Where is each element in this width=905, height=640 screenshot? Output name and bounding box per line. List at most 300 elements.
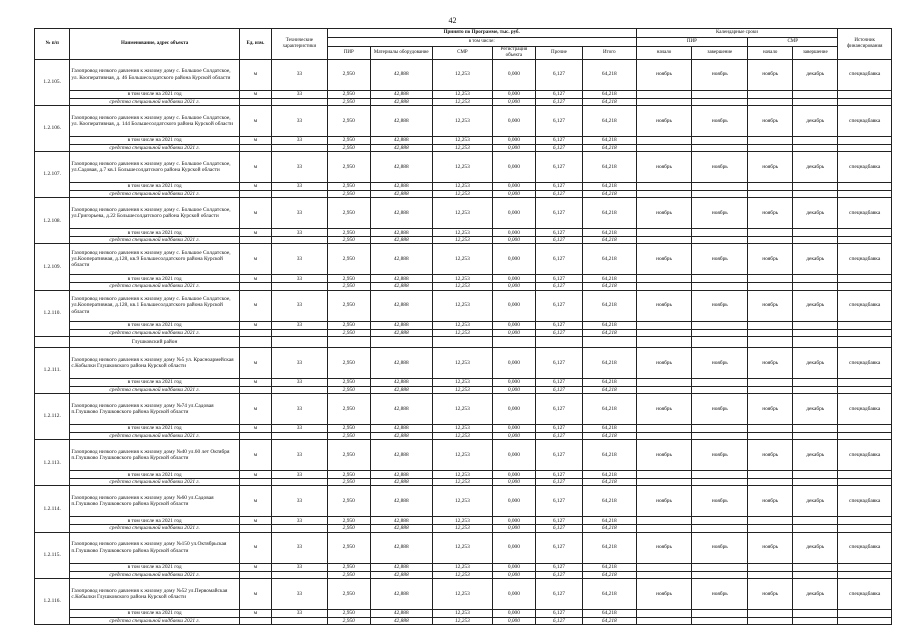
unit-cell: м [239,517,271,525]
unit-cell: м [239,229,271,237]
pir-cell: 2,950 [327,486,370,517]
empty-cell [636,617,692,624]
materials-cell: 42,888 [370,532,432,563]
other-cell: 6,127 [535,617,582,624]
empty-cell [692,182,748,190]
empty-cell [239,329,271,336]
pir-cell: 2,950 [327,471,370,479]
smr-cell: 12,253 [432,90,492,98]
registration-cell: 0,000 [492,190,535,197]
pir-start-cell: ноябрь [636,244,692,275]
unit-cell: м [239,393,271,424]
total-cell: 64,218 [583,471,637,479]
smr-cell: 12,253 [432,424,492,432]
total-cell: 64,218 [583,151,637,182]
empty-cell [748,432,793,439]
special-funds-label: средства специальной надбавки 2021 г. [70,190,239,197]
subtotal-label: в том числе на 2021 год [70,517,239,525]
special-funds-label: средства специальной надбавки 2021 г. [70,283,239,290]
empty-cell [239,617,271,624]
special-funds-label: средства специальной надбавки 2021 г. [70,386,239,393]
empty-cell [692,275,748,283]
empty-cell [793,229,838,237]
total-cell: 64,218 [583,609,637,617]
pir-cell: 2,950 [327,609,370,617]
total-cell: 64,218 [583,98,637,105]
registration-cell: 0,000 [492,98,535,105]
smr-start-cell: ноябрь [748,440,793,471]
tech-cell: 33 [272,321,328,329]
pir-cell: 2,950 [327,182,370,190]
tech-cell: 33 [272,532,328,563]
pir-cell: 2,950 [327,321,370,329]
registration-cell: 0,000 [492,151,535,182]
source-cell: спецнадбавка [838,290,892,321]
header-program: Принято по Программе, тыс. руб. [327,29,636,38]
total-cell: 64,218 [583,283,637,290]
special-funds-label: средства специальной надбавки 2021 г. [70,329,239,336]
other-cell: 6,127 [535,393,582,424]
materials-cell: 42,888 [370,244,432,275]
subtotal-label: в том числе на 2021 год [70,321,239,329]
smr-cell: 12,253 [432,571,492,578]
smr-cell: 12,253 [432,532,492,563]
smr-cell: 12,253 [432,378,492,386]
empty-cell [692,378,748,386]
source-cell: спецнадбавка [838,486,892,517]
subtotal-label: в том числе на 2021 год [70,378,239,386]
registration-cell: 0,000 [492,424,535,432]
empty-cell [636,609,692,617]
pir-cell: 2,950 [327,424,370,432]
header-cal-smr: СМР [748,38,838,47]
empty-cell [692,144,748,151]
empty-cell [692,479,748,486]
smr-end-cell: декабрь [793,105,838,136]
empty-cell [272,237,328,244]
special-funds-row [35,386,892,393]
registration-cell: 0,000 [492,563,535,571]
object-name: Газопровод низкого давления к жилому дому с. Большое Солдатское, ул.Кооперативная, д.128, кв.1 Большесолдатского района Курской области [70,290,239,321]
smr-cell: 12,253 [432,198,492,229]
object-row [35,486,892,517]
pir-end-cell: ноябрь [692,486,748,517]
object-number: 1.2.109. [35,244,70,290]
object-name: Газопровод низкого давления к жилому дому с. Большое Солдатское, ул.Садовая, д.7 кв.1 Большесолдатского района Курской области [70,151,239,182]
tech-cell: 33 [272,244,328,275]
registration-cell: 0,000 [492,486,535,517]
special-funds-row [35,571,892,578]
object-name: Газопровод низкого давления к жилому дому №40 ул.60 лет Октября п.Глушково Глушковского района Курской области [70,440,239,471]
unit-cell: м [239,486,271,517]
empty-cell [239,525,271,532]
tech-cell: 33 [272,378,328,386]
empty-cell [793,432,838,439]
object-row [35,198,892,229]
pir-cell: 2,950 [327,347,370,378]
registration-cell: 0,000 [492,517,535,525]
smr-start-cell: ноябрь [748,244,793,275]
smr-cell: 12,253 [432,578,492,609]
tech-cell: 33 [272,486,328,517]
tech-cell: 33 [272,290,328,321]
pir-cell: 2,950 [327,105,370,136]
total-cell: 64,218 [583,617,637,624]
empty-cell [636,525,692,532]
pir-end-cell: ноябрь [692,393,748,424]
total-cell: 64,218 [583,329,637,336]
empty-cell [239,571,271,578]
pir-end-cell: ноябрь [692,347,748,378]
empty-cell [838,617,892,624]
smr-cell: 12,253 [432,98,492,105]
empty-cell [838,571,892,578]
empty-cell [272,283,328,290]
materials-cell: 42,888 [370,578,432,609]
object-name: Газопровод низкого давления к жилому дому №5 ул. Красноармейская с.Кобылки Глушковского района Курской области [70,347,239,378]
registration-cell: 0,000 [492,182,535,190]
total-cell: 64,218 [583,578,637,609]
smr-cell: 12,253 [432,237,492,244]
registration-cell: 0,000 [492,275,535,283]
empty-cell [748,329,793,336]
smr-cell: 12,253 [432,347,492,378]
object-row [35,105,892,136]
other-cell: 6,127 [535,432,582,439]
special-funds-label: средства специальной надбавки 2021 г. [70,237,239,244]
other-cell: 6,127 [535,563,582,571]
source-cell: спецнадбавка [838,347,892,378]
empty-cell [239,144,271,151]
materials-cell: 42,888 [370,144,432,151]
empty-cell [692,98,748,105]
materials-cell: 42,888 [370,237,432,244]
object-number: 1.2.105. [35,59,70,105]
empty-cell [793,336,838,347]
other-cell: 6,127 [535,386,582,393]
smr-cell: 12,253 [432,190,492,197]
other-cell: 6,127 [535,424,582,432]
smr-end-cell: декабрь [793,198,838,229]
unit-cell: м [239,90,271,98]
header-smr-end: завершение [793,47,838,60]
empty-cell [636,432,692,439]
object-name: Газопровод низкого давления к жилому дому с. Большое Солдатское, ул. Кооперативная, д. 46 Большесолдатского района Курской области [70,59,239,90]
empty-cell [793,424,838,432]
empty-cell [692,321,748,329]
tech-cell: 33 [272,151,328,182]
pir-cell: 2,950 [327,329,370,336]
subtotal-label: в том числе на 2021 год [70,563,239,571]
unit-cell: м [239,182,271,190]
unit-cell: м [239,471,271,479]
empty-cell [838,329,892,336]
empty-cell [838,424,892,432]
source-cell: спецнадбавка [838,578,892,609]
materials-cell: 42,888 [370,151,432,182]
object-name: Газопровод низкого давления к жилому дому №52 ул.Первомайская с.Кобылки Глушковского района Курской области [70,578,239,609]
empty-cell [838,237,892,244]
materials-cell: 42,888 [370,393,432,424]
program-table [34,28,892,625]
registration-cell: 0,000 [492,532,535,563]
object-name: Газопровод низкого давления к жилому дому с. Большое Солдатское, ул.Григорьева, д.22 Большесолдатского района Курской области [70,198,239,229]
subtotal-label: в том числе на 2021 год [70,275,239,283]
smr-end-cell: декабрь [793,347,838,378]
header-source: Источник финансирования [838,29,892,60]
other-cell: 6,127 [535,151,582,182]
empty-cell [748,563,793,571]
smr-cell: 12,253 [432,440,492,471]
subtotal-row [35,275,892,283]
smr-end-cell: декабрь [793,578,838,609]
smr-end-cell: декабрь [793,59,838,90]
tech-cell: 33 [272,59,328,90]
special-funds-row [35,283,892,290]
total-cell: 64,218 [583,525,637,532]
pir-cell: 2,950 [327,532,370,563]
registration-cell: 0,000 [492,378,535,386]
tech-cell: 33 [272,275,328,283]
pir-cell: 2,950 [327,525,370,532]
smr-start-cell: ноябрь [748,151,793,182]
empty-cell [793,378,838,386]
unit-cell: м [239,290,271,321]
materials-cell: 42,888 [370,486,432,517]
pir-cell: 2,950 [327,198,370,229]
smr-cell: 12,253 [432,486,492,517]
tech-cell: 33 [272,347,328,378]
unit-cell: м [239,578,271,609]
other-cell: 6,127 [535,609,582,617]
smr-cell: 12,253 [432,321,492,329]
unit-cell: м [239,532,271,563]
empty-cell [748,98,793,105]
smr-end-cell: декабрь [793,290,838,321]
header-total: Итого [583,47,637,60]
special-funds-label: средства специальной надбавки 2021 г. [70,432,239,439]
materials-cell: 42,888 [370,90,432,98]
unit-cell: м [239,563,271,571]
empty-cell [239,98,271,105]
pir-start-cell: ноябрь [636,151,692,182]
empty-cell [535,336,582,347]
source-cell: спецнадбавка [838,198,892,229]
pir-end-cell: ноябрь [692,105,748,136]
materials-cell: 42,888 [370,321,432,329]
header-other: Прочие [535,47,582,60]
smr-cell: 12,253 [432,563,492,571]
empty-cell [692,136,748,144]
empty-cell [838,386,892,393]
empty-cell [636,229,692,237]
subtotal-row [35,136,892,144]
empty-cell [793,386,838,393]
empty-cell [838,563,892,571]
other-cell: 6,127 [535,532,582,563]
source-cell: спецнадбавка [838,440,892,471]
materials-cell: 42,888 [370,386,432,393]
total-cell: 64,218 [583,290,637,321]
registration-cell: 0,000 [492,229,535,237]
empty-cell [272,190,328,197]
other-cell: 6,127 [535,321,582,329]
source-cell: спецнадбавка [838,151,892,182]
other-cell: 6,127 [535,283,582,290]
other-cell: 6,127 [535,525,582,532]
unit-cell: м [239,609,271,617]
smr-cell: 12,253 [432,432,492,439]
total-cell: 64,218 [583,532,637,563]
other-cell: 6,127 [535,144,582,151]
empty-cell [748,336,793,347]
object-number: 1.2.114. [35,486,70,532]
empty-cell [793,237,838,244]
empty-cell [239,237,271,244]
empty-cell [692,336,748,347]
smr-cell: 12,253 [432,471,492,479]
object-name: Газопровод низкого давления к жилому дому №74 ул.Садовая п.Глушково Глушковского района Курской области [70,393,239,424]
subtotal-row [35,378,892,386]
empty-cell [636,471,692,479]
empty-cell [748,609,793,617]
object-number: 1.2.111. [35,347,70,393]
object-row [35,347,892,378]
source-cell: спецнадбавка [838,244,892,275]
tech-cell: 33 [272,136,328,144]
materials-cell: 42,888 [370,290,432,321]
total-cell: 64,218 [583,440,637,471]
empty-cell [692,190,748,197]
other-cell: 6,127 [535,237,582,244]
empty-cell [636,237,692,244]
pir-start-cell: ноябрь [636,105,692,136]
empty-cell [272,98,328,105]
empty-cell [793,136,838,144]
total-cell: 64,218 [583,275,637,283]
materials-cell: 42,888 [370,182,432,190]
other-cell: 6,127 [535,229,582,237]
materials-cell: 42,888 [370,517,432,525]
subtotal-row [35,229,892,237]
smr-start-cell: ноябрь [748,105,793,136]
empty-cell [838,275,892,283]
pir-start-cell: ноябрь [636,290,692,321]
object-row [35,440,892,471]
total-cell: 64,218 [583,393,637,424]
total-cell: 64,218 [583,105,637,136]
empty-cell [793,471,838,479]
empty-cell [370,336,432,347]
tech-cell: 33 [272,471,328,479]
registration-cell: 0,000 [492,237,535,244]
smr-cell: 12,253 [432,136,492,144]
unit-cell: м [239,151,271,182]
total-cell: 64,218 [583,424,637,432]
registration-cell: 0,000 [492,244,535,275]
empty-cell [272,432,328,439]
special-funds-label: средства специальной надбавки 2021 г. [70,144,239,151]
empty-cell [692,424,748,432]
empty-cell [793,275,838,283]
registration-cell: 0,000 [492,329,535,336]
pir-cell: 2,950 [327,578,370,609]
subtotal-label: в том числе на 2021 год [70,90,239,98]
special-funds-label: средства специальной надбавки 2021 г. [70,479,239,486]
total-cell: 64,218 [583,386,637,393]
special-funds-row [35,479,892,486]
pir-cell: 2,950 [327,275,370,283]
unit-cell: м [239,59,271,90]
pir-end-cell: ноябрь [692,151,748,182]
empty-cell [748,90,793,98]
smr-cell: 12,253 [432,244,492,275]
registration-cell: 0,000 [492,393,535,424]
materials-cell: 42,888 [370,571,432,578]
empty-cell [793,321,838,329]
pir-cell: 2,950 [327,393,370,424]
pir-cell: 2,950 [327,90,370,98]
empty-cell [239,432,271,439]
registration-cell: 0,000 [492,571,535,578]
unit-cell: м [239,244,271,275]
empty-cell [838,336,892,347]
empty-cell [239,190,271,197]
empty-cell [239,386,271,393]
empty-cell [692,237,748,244]
smr-end-cell: декабрь [793,532,838,563]
region-name: Глушковский район [70,336,239,347]
other-cell: 6,127 [535,182,582,190]
subtotal-label: в том числе на 2021 год [70,229,239,237]
special-funds-label: средства специальной надбавки 2021 г. [70,98,239,105]
empty-cell [636,378,692,386]
other-cell: 6,127 [535,105,582,136]
materials-cell: 42,888 [370,229,432,237]
smr-end-cell: декабрь [793,440,838,471]
empty-cell [636,144,692,151]
empty-cell [838,144,892,151]
registration-cell: 0,000 [492,90,535,98]
unit-cell: м [239,440,271,471]
empty-cell [793,190,838,197]
registration-cell: 0,000 [492,105,535,136]
other-cell: 6,127 [535,59,582,90]
pir-end-cell: ноябрь [692,290,748,321]
empty-cell [239,283,271,290]
pir-cell: 2,950 [327,151,370,182]
smr-start-cell: ноябрь [748,347,793,378]
registration-cell: 0,000 [492,198,535,229]
header-calendar: Календарные сроки [636,29,838,38]
total-cell: 64,218 [583,59,637,90]
pir-cell: 2,950 [327,190,370,197]
materials-cell: 42,888 [370,432,432,439]
registration-cell: 0,000 [492,432,535,439]
other-cell: 6,127 [535,471,582,479]
special-funds-row [35,98,892,105]
total-cell: 64,218 [583,198,637,229]
empty-cell [239,479,271,486]
materials-cell: 42,888 [370,329,432,336]
total-cell: 64,218 [583,347,637,378]
empty-cell [793,563,838,571]
empty-cell [272,479,328,486]
empty-cell [838,229,892,237]
header-pir-end: завершение [692,47,748,60]
unit-cell: м [239,378,271,386]
empty-cell [793,329,838,336]
